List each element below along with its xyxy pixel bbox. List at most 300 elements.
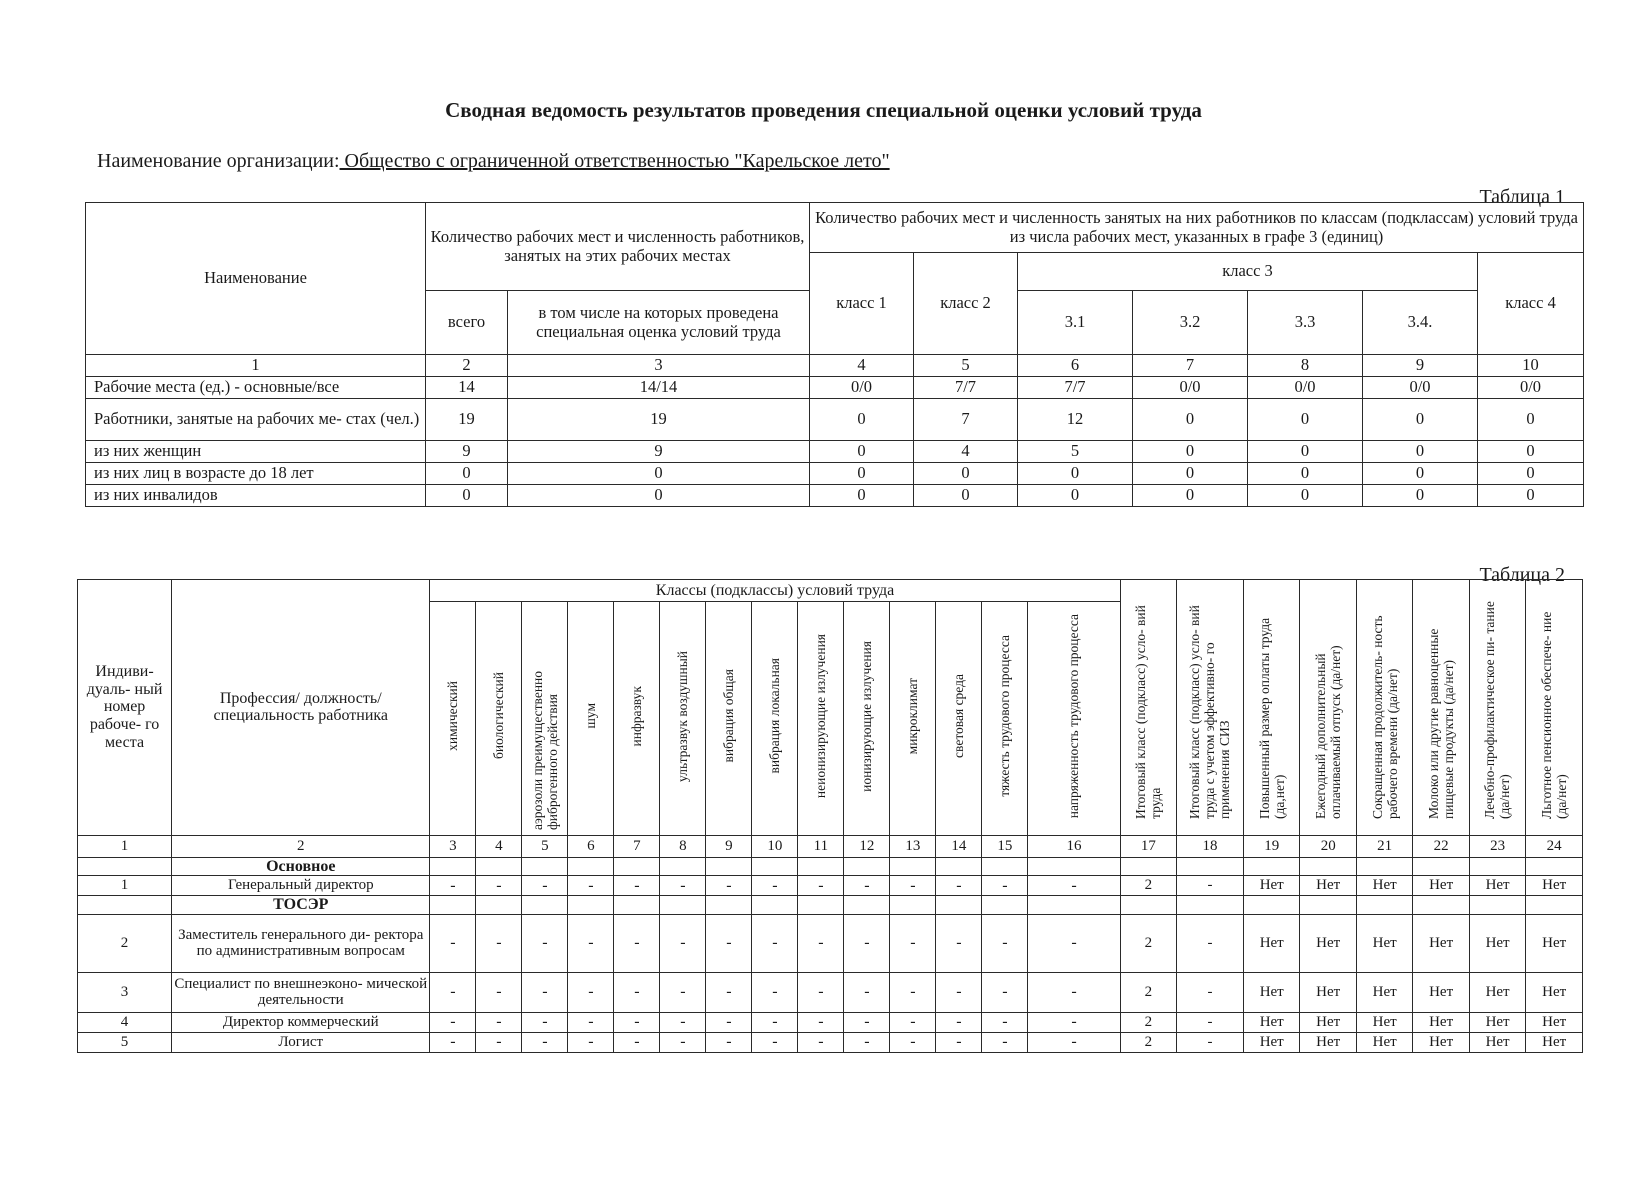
factor-value: - [1028,1012,1120,1032]
section-blank [614,896,660,915]
factor-value: - [522,914,568,972]
siz-class: - [1177,1032,1244,1052]
factor-value: - [522,1032,568,1052]
column-number: 9 [706,835,752,857]
factor-header: вибрация общая [706,602,752,836]
benefit-value: Нет [1300,972,1356,1012]
section-blank [78,896,172,915]
section-blank [568,896,614,915]
workplace-number: 1 [78,876,172,896]
header-workplaces-group: Количество рабочих мест и численность работников, занятых на этих рабочих местах [426,203,810,291]
table-cell: 14 [426,377,508,399]
row-name: из них лиц в возрасте до 18 лет [86,463,426,485]
factor-header: инфразвук [614,602,660,836]
section-blank [1300,857,1356,876]
table2-caption: Таблица 2 [1479,564,1565,586]
header-right-5: Сокращенная продолжитель- ность рабочего времени (да/нет) [1356,580,1412,836]
factor-value: - [476,1032,522,1052]
column-number: 14 [936,835,982,857]
header-assessed: в том числе на которых проведена специальная оценка условий труда [508,291,810,355]
factor-value: - [1028,876,1120,896]
factor-value: - [982,972,1028,1012]
factor-value: - [752,972,798,1012]
table-cell: 0 [426,463,508,485]
benefit-value: Нет [1300,876,1356,896]
factor-value: - [706,972,752,1012]
column-numbers-row [78,835,1583,857]
table-cell: 0 [1248,485,1363,507]
section-blank [614,857,660,876]
column-number: 2 [172,835,430,857]
benefit-value: Нет [1356,914,1412,972]
section-blank [706,857,752,876]
column-number: 19 [1243,835,1299,857]
page-title: Сводная ведомость результатов проведения специальной оценки условий труда [445,98,1202,122]
benefit-value: Нет [1526,914,1583,972]
factor-value: - [568,914,614,972]
factor-value: - [982,1032,1028,1052]
siz-class: - [1177,1012,1244,1032]
section-blank [568,857,614,876]
table-cell: 19 [508,399,810,441]
factor-value: - [1028,972,1120,1012]
table-cell: 0 [1018,463,1133,485]
table-cell: 0 [1478,463,1584,485]
table-cell: 0/0 [1478,377,1584,399]
factor-value: - [982,876,1028,896]
factor-value: - [706,914,752,972]
table-cell: 0 [810,441,914,463]
factor-value: - [522,972,568,1012]
table-row [78,876,1583,896]
factor-header: биологический [476,602,522,836]
organization-label: Наименование организации: [97,150,340,172]
profession-name: Генеральный директор [172,876,430,896]
factor-value: - [430,914,476,972]
table-cell: 9 [426,441,508,463]
total-class: 2 [1120,1032,1176,1052]
factor-value: - [844,1012,890,1032]
factor-value: - [844,972,890,1012]
factor-value: - [798,876,844,896]
factor-header: неионизирующие излучения [798,602,844,836]
factor-value: - [890,972,936,1012]
factor-value: - [844,876,890,896]
section-blank [430,896,476,915]
section-blank [1120,896,1176,915]
factor-value: - [936,876,982,896]
benefit-value: Нет [1469,1012,1525,1032]
table-row [86,463,1584,485]
section-blank [476,857,522,876]
table-cell: 0 [1133,485,1248,507]
table-cell: 0 [1363,441,1478,463]
table-row [86,399,1584,441]
section-blank [1413,857,1469,876]
table-row [86,441,1584,463]
column-numbers-row [86,355,1584,377]
section-title: Основное [172,857,430,876]
section-blank [1526,857,1583,876]
total-class: 2 [1120,914,1176,972]
table-cell: 0 [426,485,508,507]
section-blank [936,857,982,876]
column-number: 1 [86,355,426,377]
factor-value: - [430,972,476,1012]
workplace-number: 5 [78,1032,172,1052]
factor-value: - [522,876,568,896]
table-cell: 0 [1248,399,1363,441]
benefit-value: Нет [1356,972,1412,1012]
header-class3-3: 3.3 [1248,291,1363,355]
benefit-value: Нет [1300,1012,1356,1032]
table-cell: 0 [810,485,914,507]
benefit-value: Нет [1526,876,1583,896]
factor-value: - [798,972,844,1012]
benefit-value: Нет [1413,972,1469,1012]
table-cell: 19 [426,399,508,441]
section-blank [1413,896,1469,915]
profession-name: Логист [172,1032,430,1052]
benefit-value: Нет [1243,914,1299,972]
factor-value: - [752,1032,798,1052]
column-number: 9 [1363,355,1478,377]
factor-value: - [430,876,476,896]
header-right-8: Льготное пенсионное обеспече- ние (да/нет) [1526,580,1583,836]
table-cell: 0 [914,485,1018,507]
column-number: 24 [1526,835,1583,857]
table-cell: 0/0 [1363,377,1478,399]
table-cell: 0 [810,399,914,441]
table-row [78,972,1583,1012]
table-cell: 0 [1018,485,1133,507]
benefit-value: Нет [1243,972,1299,1012]
factor-value: - [706,1032,752,1052]
row-name: Работники, занятые на рабочих ме- стах (чел.) [86,399,426,441]
table-cell: 9 [508,441,810,463]
benefit-value: Нет [1413,1032,1469,1052]
section-blank [430,857,476,876]
column-number: 8 [660,835,706,857]
factor-header: напряженность трудового процесса [1028,602,1120,836]
section-blank [752,896,798,915]
factor-value: - [430,1012,476,1032]
column-number: 7 [1133,355,1248,377]
table-cell: 0 [1363,399,1478,441]
table-row [78,914,1583,972]
factor-value: - [1028,914,1120,972]
section-blank [1300,896,1356,915]
profession-name: Заместитель генерального ди- ректора по административным вопросам [172,914,430,972]
section-blank [1356,896,1412,915]
factor-value: - [752,876,798,896]
factor-header: шум [568,602,614,836]
benefit-value: Нет [1243,876,1299,896]
header-classes-group: Классы (подклассы) условий труда [430,580,1120,602]
header-right-3: Повышенный размер оплаты труда (да,нет) [1243,580,1299,836]
header-class4: класс 4 [1478,253,1584,355]
header-class3-2: 3.2 [1133,291,1248,355]
factor-value: - [982,1012,1028,1032]
column-number: 2 [426,355,508,377]
row-name: из них женщин [86,441,426,463]
column-number: 10 [1478,355,1584,377]
section-row [78,896,1583,915]
section-blank [522,857,568,876]
benefit-value: Нет [1243,1012,1299,1032]
table-cell: 7/7 [914,377,1018,399]
table-cell: 0 [810,463,914,485]
section-blank [982,896,1028,915]
benefit-value: Нет [1356,876,1412,896]
benefit-value: Нет [1413,1012,1469,1032]
factor-value: - [476,972,522,1012]
factor-value: - [890,1012,936,1032]
section-blank [936,896,982,915]
table-row [78,1032,1583,1052]
total-class: 2 [1120,876,1176,896]
factor-value: - [844,1032,890,1052]
factor-value: - [660,1012,706,1032]
factor-header: ультразвук воздушный [660,602,706,836]
section-blank [1469,857,1525,876]
factor-header: аэрозоли преимущественно фиброгенного действия [522,602,568,836]
table-cell: 0 [1248,463,1363,485]
column-number: 15 [982,835,1028,857]
column-number: 20 [1300,835,1356,857]
summary-table-2 [77,579,1583,1053]
factor-value: - [430,1032,476,1052]
factor-header: микроклимат [890,602,936,836]
factor-value: - [936,1012,982,1032]
column-number: 18 [1177,835,1244,857]
benefit-value: Нет [1469,1032,1525,1052]
section-blank [1469,896,1525,915]
factor-value: - [936,1032,982,1052]
header-name: Наименование [86,203,426,355]
table-cell: 0 [1478,441,1584,463]
column-number: 8 [1248,355,1363,377]
table-cell: 0 [1133,463,1248,485]
factor-value: - [844,914,890,972]
factor-value: - [706,876,752,896]
header-profession: Профессия/ должность/ специальность работника [172,580,430,836]
section-blank [660,896,706,915]
table-cell: 0/0 [1248,377,1363,399]
factor-value: - [476,914,522,972]
siz-class: - [1177,876,1244,896]
table1-caption: Таблица 1 [1479,186,1565,208]
section-blank [844,896,890,915]
table-cell: 7/7 [1018,377,1133,399]
factor-value: - [660,1032,706,1052]
table-row [86,485,1584,507]
factor-value: - [752,914,798,972]
section-blank [1526,896,1583,915]
table-cell: 0 [1363,485,1478,507]
benefit-value: Нет [1300,914,1356,972]
table-cell: 0/0 [1133,377,1248,399]
column-number: 11 [798,835,844,857]
table-cell: 0 [914,463,1018,485]
factor-value: - [522,1012,568,1032]
factor-value: - [614,1032,660,1052]
column-number: 4 [476,835,522,857]
factor-value: - [798,1012,844,1032]
column-number: 16 [1028,835,1120,857]
factor-header: химический [430,602,476,836]
column-number: 23 [1469,835,1525,857]
section-blank [1243,896,1299,915]
table-row [78,1012,1583,1032]
column-number: 5 [914,355,1018,377]
factor-value: - [890,876,936,896]
column-number: 4 [810,355,914,377]
factor-value: - [890,914,936,972]
section-blank [752,857,798,876]
column-number: 10 [752,835,798,857]
benefit-value: Нет [1300,1032,1356,1052]
factor-value: - [476,876,522,896]
section-blank [522,896,568,915]
header-right-1: Итоговый класс (подкласс) усло- вий труда [1120,580,1176,836]
section-blank [890,896,936,915]
column-number: 3 [430,835,476,857]
table-cell: 12 [1018,399,1133,441]
benefit-value: Нет [1356,1012,1412,1032]
total-class: 2 [1120,1012,1176,1032]
factor-value: - [752,1012,798,1032]
factor-value: - [476,1012,522,1032]
column-number: 6 [1018,355,1133,377]
benefit-value: Нет [1413,876,1469,896]
factor-value: - [614,914,660,972]
workplace-number: 3 [78,972,172,1012]
header-by-class-group: Количество рабочих мест и численность занятых на них работников по классам (подклассам) условий труда из числа рабочих мест, указанных в графе 3 (единиц) [810,203,1584,253]
section-blank [982,857,1028,876]
section-blank [476,896,522,915]
table-cell: 0 [508,463,810,485]
header-right-2: Итоговый класс (подкласс) усло- вий труда с учетом эффективно- го применения СИЗ [1177,580,1244,836]
section-title: ТОСЭР [172,896,430,915]
workplace-number: 4 [78,1012,172,1032]
column-number: 17 [1120,835,1176,857]
header-class3: класс 3 [1018,253,1478,291]
table-cell: 5 [1018,441,1133,463]
factor-value: - [568,1012,614,1032]
organization-line [97,150,890,173]
section-blank [890,857,936,876]
column-number: 5 [522,835,568,857]
factor-value: - [614,972,660,1012]
section-blank [78,857,172,876]
factor-value: - [568,876,614,896]
factor-value: - [660,972,706,1012]
section-blank [1177,896,1244,915]
factor-value: - [614,1012,660,1032]
factor-value: - [936,972,982,1012]
factor-value: - [568,1032,614,1052]
table-cell: 4 [914,441,1018,463]
factor-header: тяжесть трудового процесса [982,602,1028,836]
factor-value: - [936,914,982,972]
section-blank [798,896,844,915]
table-cell: 0 [1248,441,1363,463]
header-class2: класс 2 [914,253,1018,355]
section-blank [844,857,890,876]
column-number: 22 [1413,835,1469,857]
column-number: 12 [844,835,890,857]
benefit-value: Нет [1526,1032,1583,1052]
header-right-4: Ежегодный дополнительный оплачиваемый отпуск (да/нет) [1300,580,1356,836]
table-cell: 14/14 [508,377,810,399]
table-cell: 7 [914,399,1018,441]
factor-value: - [706,1012,752,1032]
header-class3-4: 3.4. [1363,291,1478,355]
section-blank [1120,857,1176,876]
organization-name: Общество с ограниченной ответственностью "Карельское лето" [339,150,890,172]
summary-table-1 [85,202,1584,507]
siz-class: - [1177,972,1244,1012]
factor-value: - [660,876,706,896]
section-blank [798,857,844,876]
header-class1: класс 1 [810,253,914,355]
header-right-7: Лечебно-профилактическое пи- тание (да/нет) [1469,580,1525,836]
section-row [78,857,1583,876]
benefit-value: Нет [1469,914,1525,972]
section-blank [1177,857,1244,876]
table-row [86,377,1584,399]
workplace-number: 2 [78,914,172,972]
section-blank [1243,857,1299,876]
header-class3-1: 3.1 [1018,291,1133,355]
factor-value: - [1028,1032,1120,1052]
column-number: 6 [568,835,614,857]
factor-value: - [982,914,1028,972]
benefit-value: Нет [1469,972,1525,1012]
factor-value: - [660,914,706,972]
table-cell: 0 [508,485,810,507]
factor-value: - [568,972,614,1012]
section-blank [1028,857,1120,876]
header-workplace-number: Индиви- дуаль- ный номер рабоче- го места [78,580,172,836]
section-blank [1356,857,1412,876]
table-cell: 0 [1363,463,1478,485]
column-number: 21 [1356,835,1412,857]
section-blank [706,896,752,915]
benefit-value: Нет [1526,1012,1583,1032]
benefit-value: Нет [1526,972,1583,1012]
total-class: 2 [1120,972,1176,1012]
table-cell: 0 [1478,399,1584,441]
benefit-value: Нет [1469,876,1525,896]
section-blank [1028,896,1120,915]
column-number: 13 [890,835,936,857]
row-name: из них инвалидов [86,485,426,507]
column-number: 3 [508,355,810,377]
table-cell: 0 [1133,399,1248,441]
factor-value: - [890,1032,936,1052]
factor-header: ионизирующие излучения [844,602,890,836]
header-right-6: Молоко или другие равноценные пищевые продукты (да/нет) [1413,580,1469,836]
table-cell: 0 [1133,441,1248,463]
column-number: 1 [78,835,172,857]
factor-header: световая среда [936,602,982,836]
header-total: всего [426,291,508,355]
siz-class: - [1177,914,1244,972]
table-cell: 0 [1478,485,1584,507]
benefit-value: Нет [1413,914,1469,972]
